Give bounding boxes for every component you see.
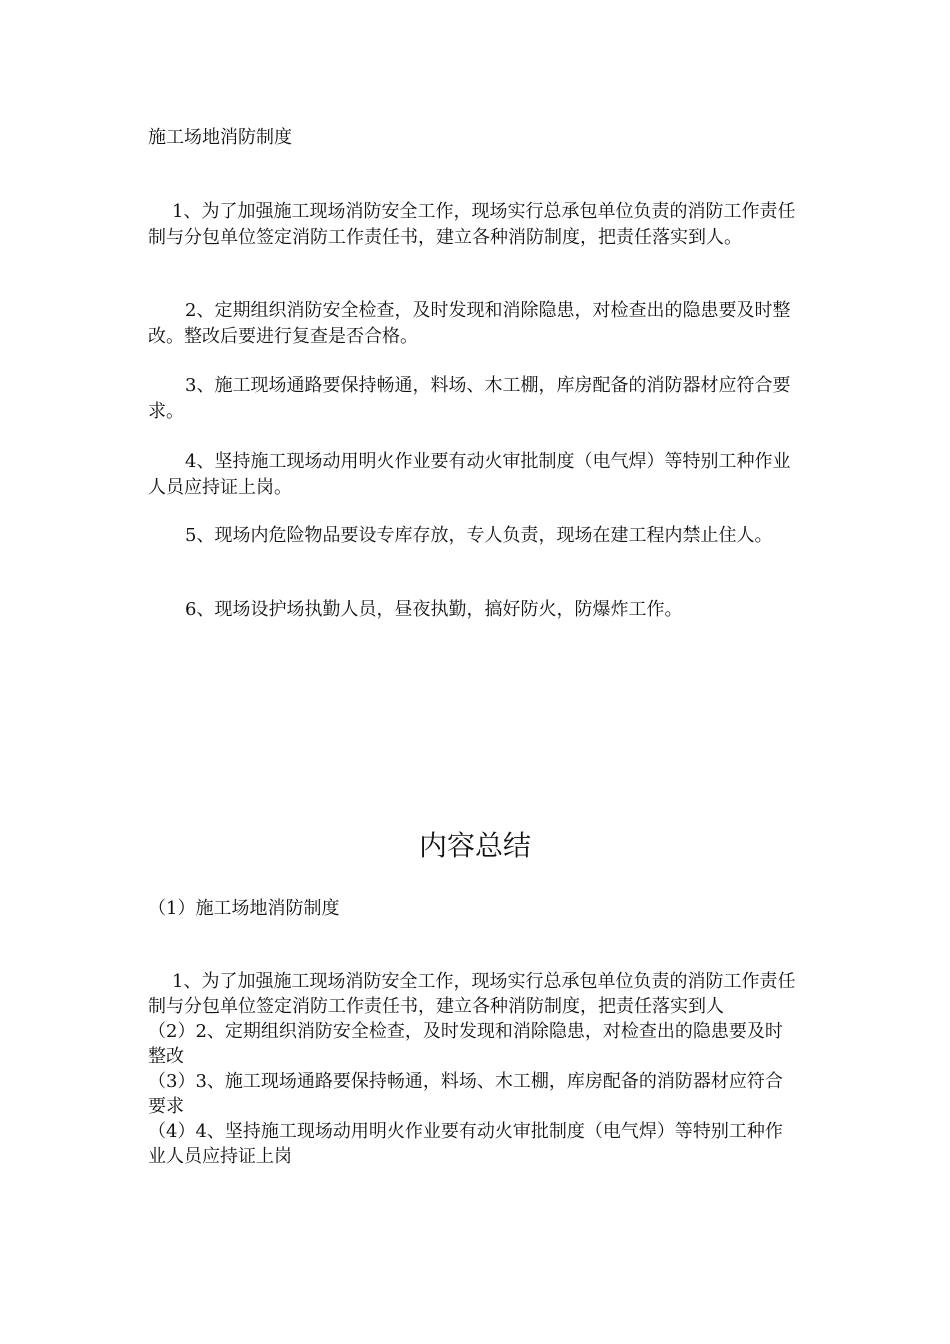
summary-body <box>148 969 798 1169</box>
paragraph-4: 4、坚持施工现场动用明火作业要有动火审批制度（电气焊）等特别工种作业人员应持证上岗。 <box>148 451 791 498</box>
summary-heading: 内容总结 <box>418 829 531 862</box>
summary-subtitle: （1）施工场地消防制度 <box>148 898 340 919</box>
paragraph-1: 1、为了加强施工现场消防安全工作，现场实行总承包单位负责的消防工作责任制与分包单位签定消防工作责任书，建立各种消防制度，把责任落实到人。 <box>148 201 796 248</box>
document-title: 施工场地消防制度 <box>148 127 292 148</box>
summary-item-3: （3）3、施工现场通路要保持畅通，料场、木工棚，库房配备的消防器材应符合要求 <box>148 1071 783 1117</box>
paragraph-6: 6、现场设护场执勤人员，昼夜执勤，搞好防火，防爆炸工作。 <box>185 599 683 620</box>
paragraph-2: 2、定期组织消防安全检查，及时发现和消除隐患，对检查出的隐患要及时整改。整改后要进行复查是否合格。 <box>148 300 791 347</box>
summary-item-1: 1、为了加强施工现场消防安全工作，现场实行总承包单位负责的消防工作责任制与分包单位签定消防工作责任书，建立各种消防制度，把责任落实到人 <box>148 971 796 1017</box>
summary-item-2: （2）2、定期组织消防安全检查，及时发现和消除隐患，对检查出的隐患要及时整改 <box>148 1021 783 1067</box>
paragraph-3: 3、施工现场通路要保持畅通，料场、木工棚，库房配备的消防器材应符合要求。 <box>148 375 791 422</box>
paragraph-5: 5、现场内危险物品要设专库存放，专人负责，现场在建工程内禁止住人。 <box>185 525 773 546</box>
summary-item-4: （4）4、坚持施工现场动用明火作业要有动火审批制度（电气焊）等特别工种作业人员应持证上岗 <box>148 1121 783 1167</box>
